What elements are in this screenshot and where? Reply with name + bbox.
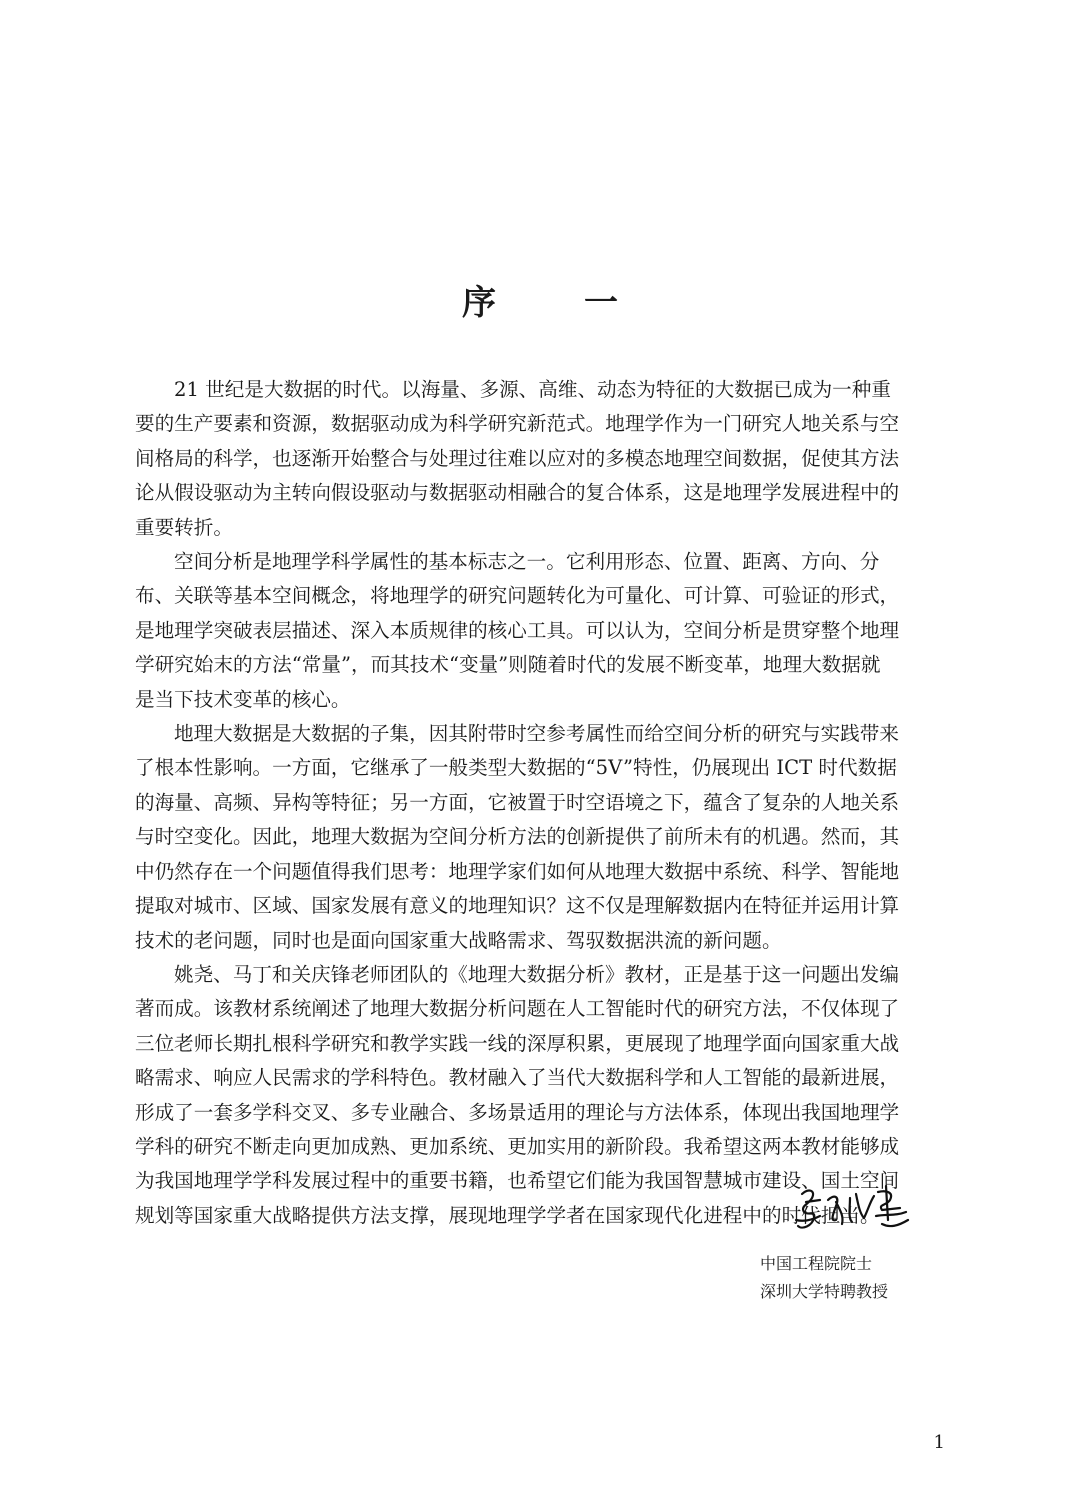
page-title-second-char: 一 [584,283,618,323]
handwritten-signature [790,1180,920,1240]
preface-body [135,373,947,1233]
paragraph-3: 地理大数据是大数据的子集，因其附带时空参考属性而给空间分析的研究与实践带来 了根本性影响。一方面，它继承了一般类型大数据的“5V”特性，仍展现出 ICT 时代数据 的海量、高频、异构等特征；另一方面，它被置于时空语境之下，蕴含了复杂的人地关系 与时空变化。因此，地理大数据为空间分析方法的创新提供了前所未有的机遇。然而，其 中仍然存在一个问题值得我们思考：地理学家们如何从地理大数据中系统、科学、智能地 提取对城市、区域、国家发展有意义的地理知识？这不仅是理解数据内在特征并运用计算 技术的老问题，同时也是面向国家重大战略需求、驾驭数据洪流的新问题。 [135,722,900,952]
paragraph-1: 21 世纪是大数据的时代。以海量、多源、高维、动态为特征的大数据已成为一种重 要的生产要素和资源，数据驱动成为科学研究新范式。地理学作为一门研究人地关系与空 间格局的科学，也逐渐开始整合与处理过往难以应对的多模态地理空间数据，促使其方法 论从假设驱动为主转向假设驱动与数据驱动相融合的复合体系，这是地理学发展进程中的 重要转折。 [135,378,900,539]
page-title-first-char: 序 [462,283,496,323]
paragraph-4: 姚尧、马丁和关庆锋老师团队的《地理大数据分析》教材，正是基于这一问题出发编 著而成。该教材系统阐述了地理大数据分析问题在人工智能时代的研究方法，不仅体现了 三位老师长期扎根科学研究和教学实践一线的深厚积累，更展现了地理学面向国家重大战 略需求、响应人民需求的学科特色。教材融入了当代大数据科学和人工智能的最新进展， 形成了一套多学科交叉、多专业融合、多场景适用的理论与方法体系，体现出我国地理学 学科的研究不断走向更加成熟、更加系统、更加实用的新阶段。我希望这两本教材能够成 为我国地理学学科发展过程中的重要书籍，也希望它们能为我国智慧城市建设、国土空间 规划等国家重大战略提供方法支撑，展现地理学学者在国家现代化进程中的时代担当。 [135,962,900,1227]
paragraph-2: 空间分析是地理学科学属性的基本标志之一。它利用形态、位置、距离、方向、分 布、关联等基本空间概念，将地理学的研究问题转化为可量化、可计算、可验证的形式， 是地理学突破表层描述、深入本质规律的核心工具。可以认为，空间分析是贯穿整个地理 学研究始末的方法“常量”，而其技术“变量”则随着时代的发展不断变革，地理大数据就 是当下技术变革的核心。 [135,550,900,711]
affiliation-line: 中国工程院院士 [760,1254,873,1273]
author-affiliations [760,1250,940,1306]
affiliation-line: 深圳大学特聘教授 [760,1282,889,1301]
page-number: 1 [933,1432,945,1453]
page-title [0,275,1080,324]
